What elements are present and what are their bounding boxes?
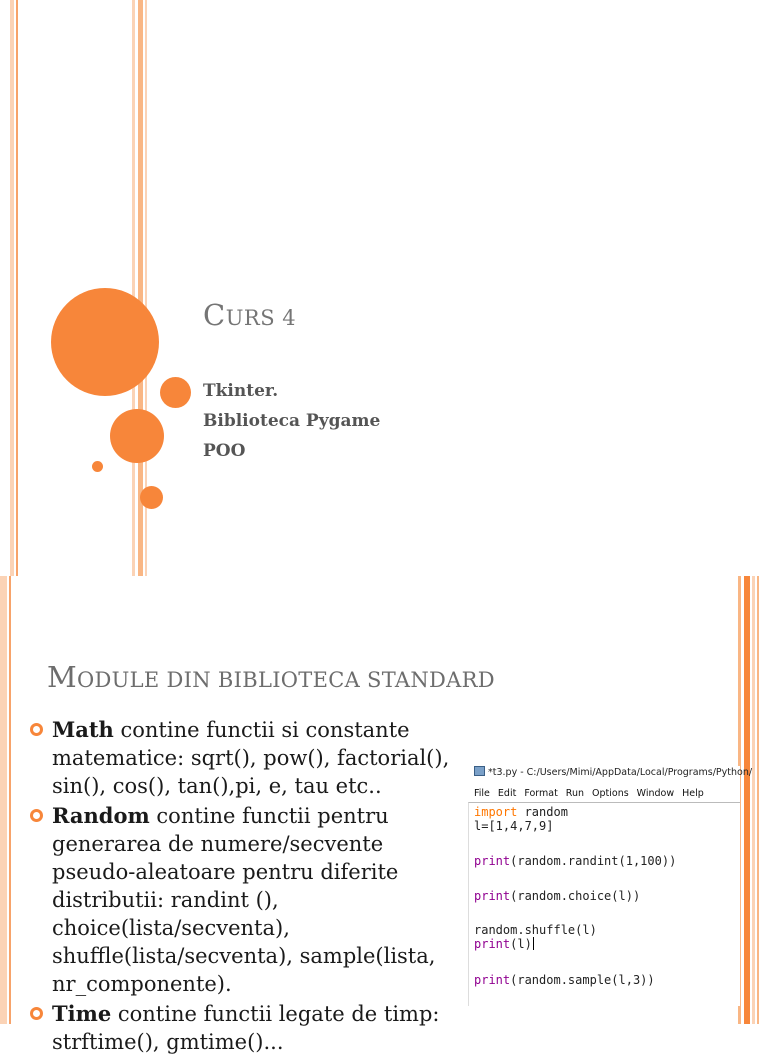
list-item: Random contine functii pentru generarea de numere/secvente pseudo-aleatoare pentru diferite distributii: randint (), choice(lista/secventa), shuffle(lista/secventa), sample(lista, nr_componente). [30, 802, 470, 998]
code-line: print(random.sample(l,3)) [474, 973, 655, 987]
code-line: print(l) [474, 937, 532, 951]
bullet-icon [30, 723, 43, 736]
menu-format: Format [524, 788, 558, 799]
menu-help: Help [682, 788, 704, 799]
subtitle-line: POO [203, 441, 246, 461]
decorative-circle-small [160, 377, 191, 408]
stripe [16, 0, 18, 576]
menu-file: File [474, 788, 490, 799]
subtitle-line: Biblioteca Pygame [203, 411, 381, 431]
decorative-circle-large [51, 288, 159, 396]
stripe [757, 576, 759, 1024]
window-title: *t3.py - C:/Users/Mimi/AppData/Local/Programs/Python/ [474, 766, 752, 778]
menu-window: Window [636, 788, 675, 799]
menu-options: Options [592, 788, 629, 799]
code-line: print(random.randint(1,100)) [474, 854, 677, 868]
list-item: Math contine functii si constante matematice: sqrt(), pow(), factorial(), sin(), cos(), tan(),pi, e, tau etc.. [30, 716, 470, 800]
code-line: l=[1,4,7,9] [474, 819, 554, 833]
stripe [744, 576, 750, 1024]
stripe [132, 0, 135, 576]
list-item: Time contine functii legate de timp: strftime(), gmtime()... [30, 1000, 470, 1056]
slide-title: CURS 4 [203, 298, 297, 332]
bullet-icon [30, 809, 43, 822]
code-line: random.shuffle(l) [474, 923, 597, 937]
subtitle-line: Tkinter. [203, 381, 279, 401]
stripe [0, 576, 7, 1024]
stripe [9, 576, 11, 1024]
code-line: import random [474, 805, 568, 819]
decorative-circle-tiny [92, 461, 103, 472]
code-area [468, 802, 740, 1006]
code-line: print(random.choice(l)) [474, 889, 641, 903]
menu-run: Run [565, 788, 585, 799]
bullet-list [30, 716, 470, 1058]
slide-subtitle [203, 376, 380, 466]
bullet-icon [30, 1007, 43, 1020]
stripe [10, 0, 14, 576]
stripe [752, 576, 755, 1024]
menu-edit: Edit [497, 788, 517, 799]
idle-editor-screenshot [468, 766, 753, 1006]
slide-title: MODULE DIN BIBLIOTECA STANDARD [47, 660, 495, 694]
text-cursor [533, 937, 534, 950]
menu-bar [474, 788, 712, 799]
decorative-circle-small [140, 486, 163, 509]
content-slide [0, 576, 768, 1054]
python-file-icon [474, 766, 485, 776]
decorative-circle-medium [110, 409, 164, 463]
